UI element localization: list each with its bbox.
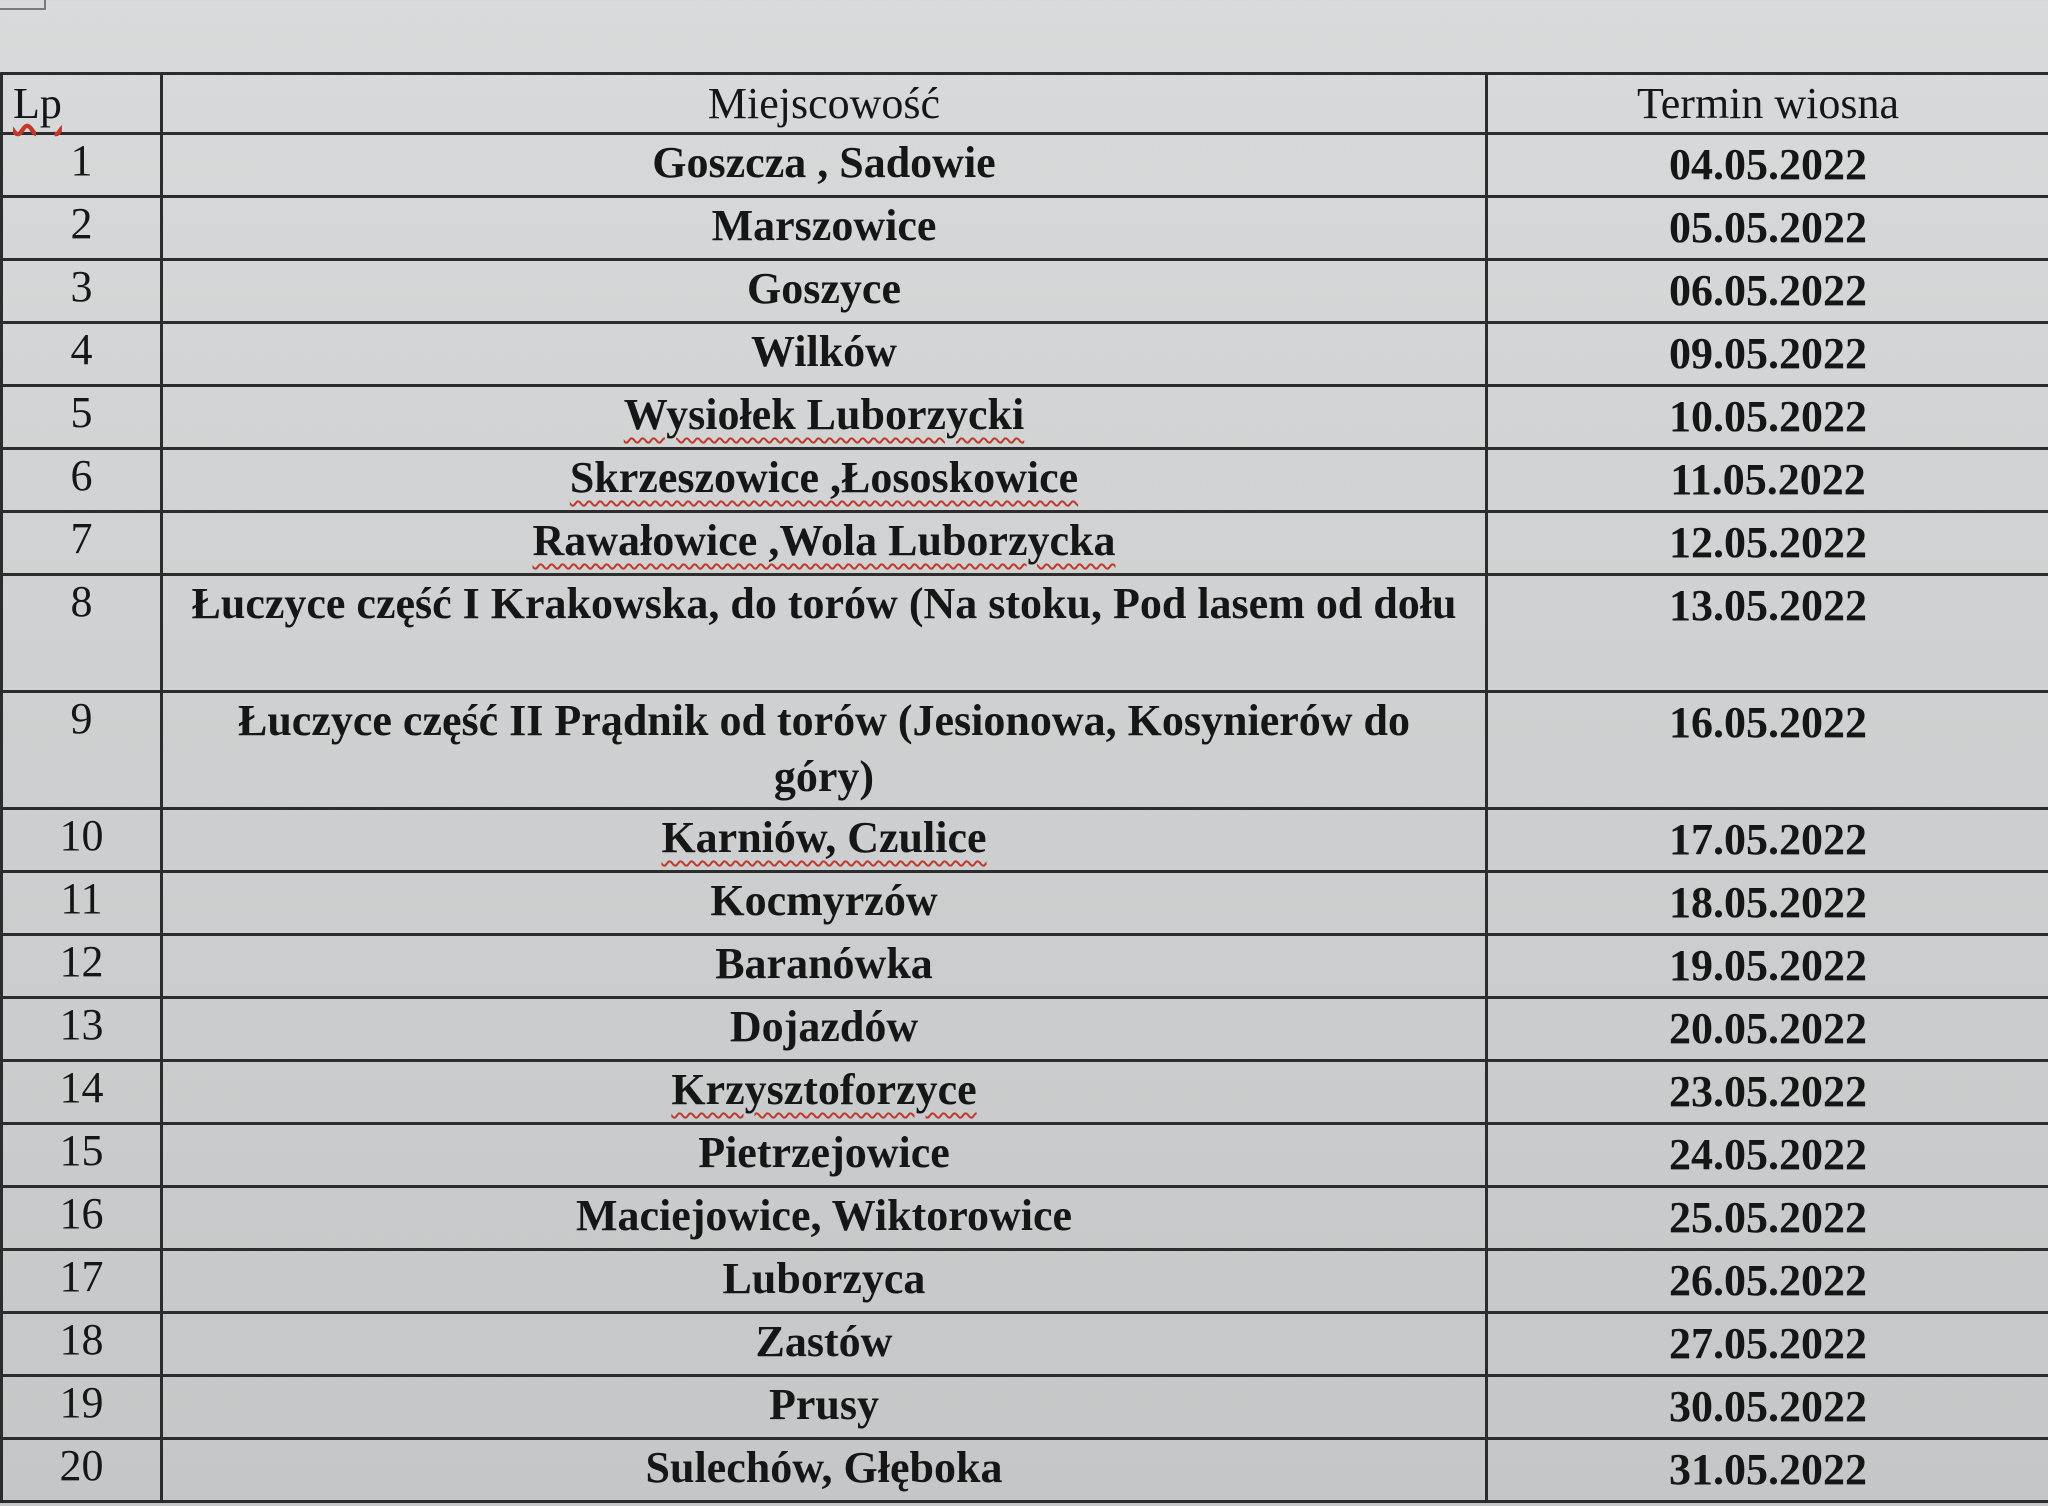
place-cell (162, 998, 1487, 1061)
place-cell (162, 809, 1487, 872)
row-number-cell: 14 (2, 1061, 162, 1124)
place-name: Łuczyce część II Prądnik od torów (Jesionowa, Kosynierów do góry) (237, 696, 1410, 801)
date-cell: 30.05.2022 (1487, 1376, 2048, 1439)
table-row (2, 1187, 2048, 1250)
table-row (2, 809, 2048, 872)
place-cell (162, 1439, 1487, 1502)
schedule-table (0, 72, 2048, 1503)
date-cell: 10.05.2022 (1487, 386, 2048, 449)
table-row (2, 1439, 2048, 1502)
date-cell: 26.05.2022 (1487, 1250, 2048, 1313)
date-cell: 24.05.2022 (1487, 1124, 2048, 1187)
place-name: Baranówka (715, 939, 933, 988)
row-number-cell: 3 (2, 260, 162, 323)
place-name: Wysiołek Luborzycki (623, 390, 1025, 439)
place-name: Goszyce (747, 264, 901, 313)
date-cell: 23.05.2022 (1487, 1061, 2048, 1124)
table-row (2, 134, 2048, 197)
row-number-cell: 13 (2, 998, 162, 1061)
place-cell (162, 1124, 1487, 1187)
table-row (2, 1376, 2048, 1439)
row-number-cell: 20 (2, 1439, 162, 1502)
row-number-cell: 6 (2, 449, 162, 512)
table-row (2, 998, 2048, 1061)
place-cell (162, 1313, 1487, 1376)
place-cell (162, 512, 1487, 575)
date-cell: 18.05.2022 (1487, 872, 2048, 935)
place-name: Krzysztoforzyce (671, 1065, 977, 1114)
place-cell (162, 1250, 1487, 1313)
date-cell: 09.05.2022 (1487, 323, 2048, 386)
table-row (2, 1061, 2048, 1124)
row-number-cell: 9 (2, 692, 162, 809)
header-row (2, 74, 2048, 134)
place-cell (162, 692, 1487, 809)
place-name: Luborzyca (722, 1254, 926, 1303)
place-name: Pietrzejowice (698, 1128, 950, 1177)
place-cell (162, 1376, 1487, 1439)
place-cell (162, 872, 1487, 935)
date-cell: 13.05.2022 (1487, 575, 2048, 692)
table-row (2, 935, 2048, 998)
place-cell (162, 449, 1487, 512)
row-number-cell: 1 (2, 134, 162, 197)
corner-mark (0, 0, 46, 10)
place-name: Zastów (755, 1317, 893, 1366)
place-name: Karniów, Czulice (661, 813, 987, 862)
place-name: Wilków (751, 327, 897, 376)
row-number-cell: 4 (2, 323, 162, 386)
column-header-date: Termin wiosna (1487, 74, 2048, 134)
date-cell: 19.05.2022 (1487, 935, 2048, 998)
place-name: Skrzeszowice ,Łososkowice (569, 453, 1079, 502)
row-number-cell: 19 (2, 1376, 162, 1439)
row-number-cell: 17 (2, 1250, 162, 1313)
place-cell (162, 197, 1487, 260)
row-number-cell: 10 (2, 809, 162, 872)
table-row (2, 260, 2048, 323)
place-name: Goszcza , Sadowie (652, 138, 996, 187)
table-row (2, 575, 2048, 692)
row-number-cell: 7 (2, 512, 162, 575)
place-name: Maciejowice, Wiktorowice (575, 1191, 1073, 1240)
date-cell: 04.05.2022 (1487, 134, 2048, 197)
place-cell (162, 134, 1487, 197)
row-number-cell: 16 (2, 1187, 162, 1250)
date-cell: 16.05.2022 (1487, 692, 2048, 809)
place-name: Marszowice (711, 201, 937, 250)
place-cell (162, 575, 1487, 692)
row-number-cell: 2 (2, 197, 162, 260)
date-cell: 25.05.2022 (1487, 1187, 2048, 1250)
row-number-cell: 8 (2, 575, 162, 692)
place-name: Rawałowice ,Wola Luborzycka (532, 516, 1116, 565)
date-cell: 17.05.2022 (1487, 809, 2048, 872)
date-cell: 06.05.2022 (1487, 260, 2048, 323)
row-number-cell: 18 (2, 1313, 162, 1376)
place-name: Kocmyrzów (710, 876, 938, 925)
place-cell (162, 323, 1487, 386)
table-row (2, 1124, 2048, 1187)
date-cell: 11.05.2022 (1487, 449, 2048, 512)
column-header-lp-label: Lp (13, 79, 62, 128)
date-cell: 31.05.2022 (1487, 1439, 2048, 1502)
place-name: Prusy (769, 1380, 879, 1429)
table-body (2, 134, 2048, 1502)
place-cell (162, 935, 1487, 998)
table-row (2, 323, 2048, 386)
table-row (2, 692, 2048, 809)
place-name: Dojazdów (729, 1002, 919, 1051)
column-header-lp (2, 74, 162, 134)
date-cell: 12.05.2022 (1487, 512, 2048, 575)
date-cell: 27.05.2022 (1487, 1313, 2048, 1376)
place-cell (162, 1061, 1487, 1124)
column-header-place: Miejscowość (162, 74, 1487, 134)
table-row (2, 512, 2048, 575)
table-row (2, 1313, 2048, 1376)
table-row (2, 1250, 2048, 1313)
date-cell: 05.05.2022 (1487, 197, 2048, 260)
table-row (2, 197, 2048, 260)
place-name: Sulechów, Głęboka (645, 1443, 1003, 1492)
place-name: Łuczyce część I Krakowska, do torów (Na stoku, Pod lasem od dołu (191, 579, 1457, 628)
place-cell (162, 260, 1487, 323)
place-cell (162, 1187, 1487, 1250)
row-number-cell: 15 (2, 1124, 162, 1187)
date-cell: 20.05.2022 (1487, 998, 2048, 1061)
row-number-cell: 11 (2, 872, 162, 935)
place-cell (162, 386, 1487, 449)
row-number-cell: 12 (2, 935, 162, 998)
table-row (2, 872, 2048, 935)
schedule-sheet (0, 72, 2048, 1494)
table-row (2, 449, 2048, 512)
row-number-cell: 5 (2, 386, 162, 449)
table-row (2, 386, 2048, 449)
